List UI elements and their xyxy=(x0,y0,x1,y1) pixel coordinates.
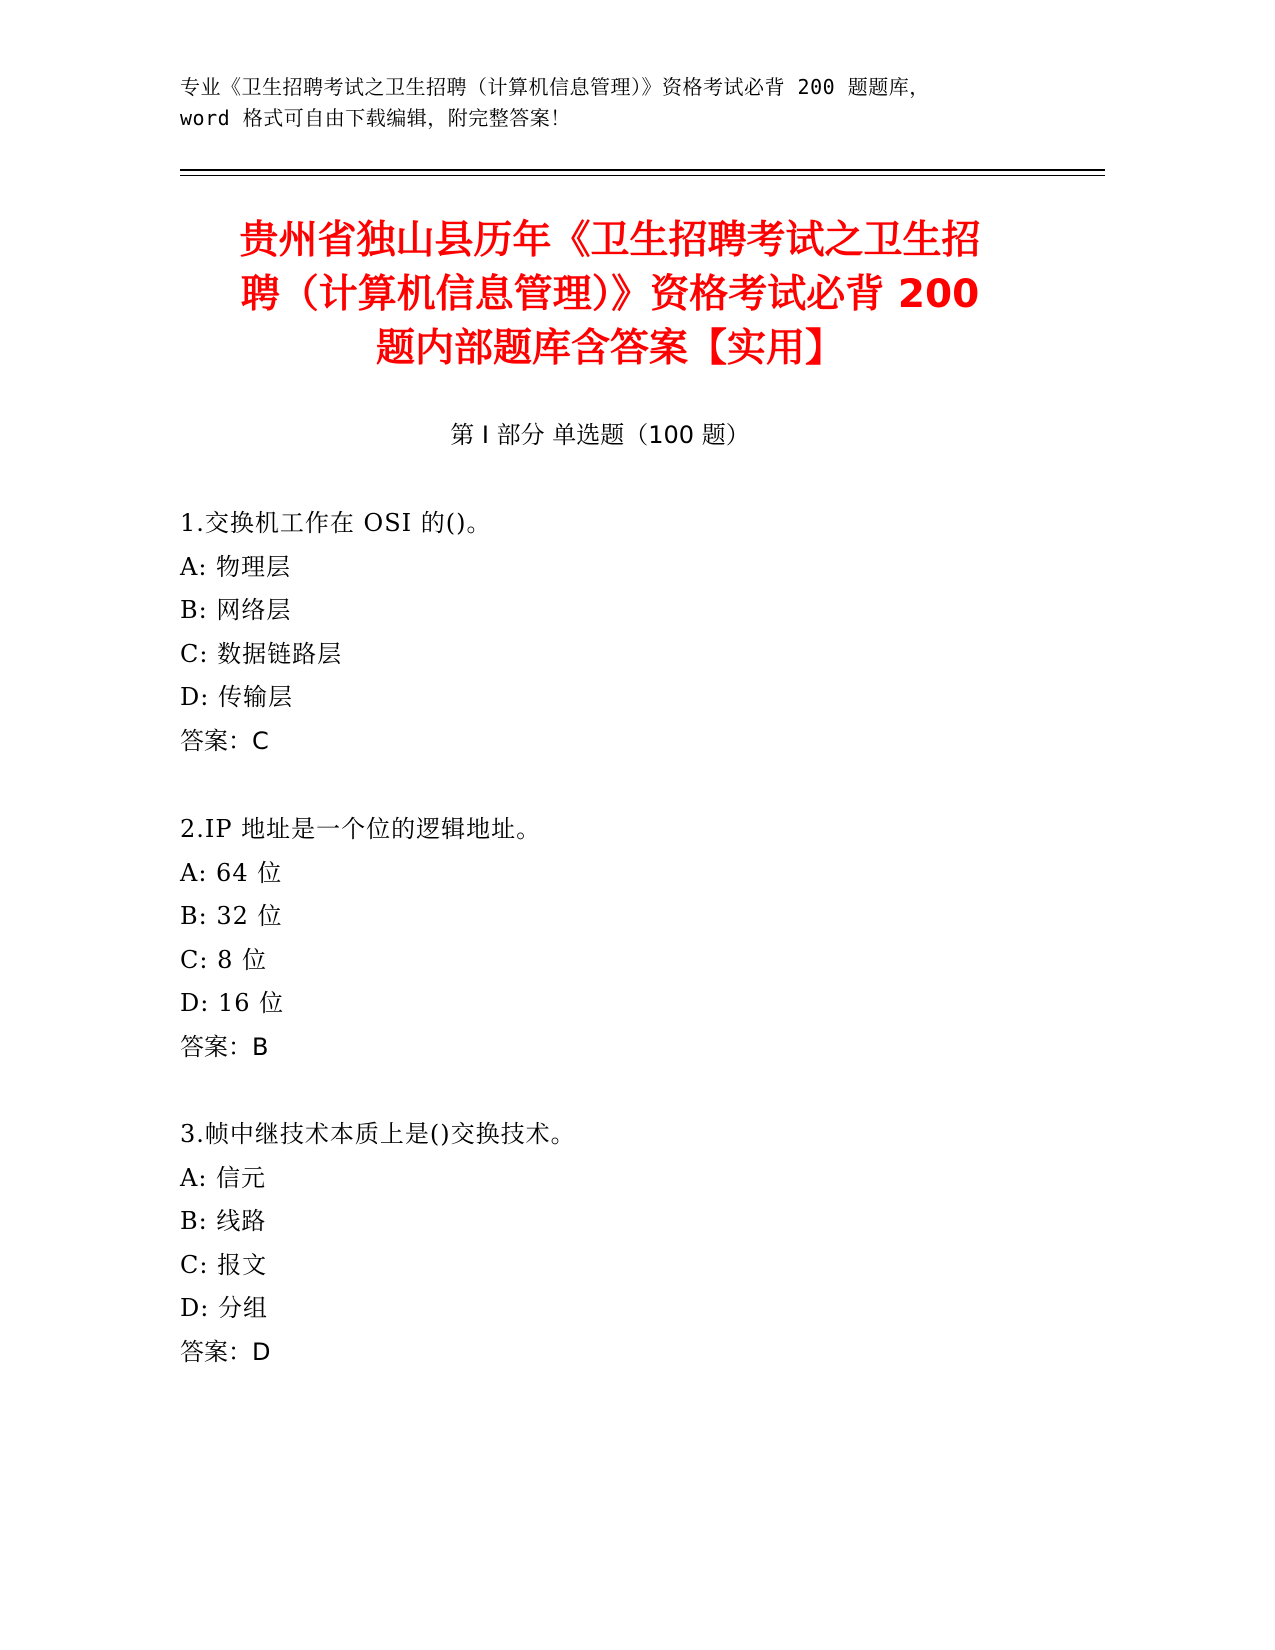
option-b: B: 网络层 xyxy=(180,596,292,624)
header-divider-thin xyxy=(180,175,1105,176)
answer-line: 答案：D xyxy=(180,1337,271,1366)
question-stem: 2.IP 地址是一个位的逻辑地址。 xyxy=(180,815,542,843)
option-b: B: 线路 xyxy=(180,1207,267,1235)
option-d: D: 16 位 xyxy=(180,989,285,1017)
option-c: C: 报文 xyxy=(180,1250,268,1279)
section-heading: 第 I 部分 单选题（100 题） xyxy=(450,421,750,449)
title-line-2: 聘（计算机信息管理）》资格考试必背 200 xyxy=(240,272,980,317)
question-3 xyxy=(180,1117,1080,1378)
option-c: C: 8 位 xyxy=(180,945,267,974)
option-d: D: 传输层 xyxy=(180,683,293,711)
question-stem: 1.交换机工作在 OSI 的()。 xyxy=(180,509,492,537)
option-a: A: 信元 xyxy=(180,1163,267,1192)
option-c: C: 数据链路层 xyxy=(180,639,343,668)
document-title xyxy=(180,214,1040,376)
answer-line: 答案：B xyxy=(180,1032,269,1061)
header-note-line-1: 专业《卫生招聘考试之卫生招聘（计算机信息管理）》资格考试必背 200 题题库， xyxy=(180,75,930,99)
title-line-1: 贵州省独山县历年《卫生招聘考试之卫生招 xyxy=(239,218,981,263)
option-b: B: 32 位 xyxy=(180,902,283,930)
title-line-3: 题内部题库含答案【实用】 xyxy=(375,326,844,371)
header-divider-thick xyxy=(180,169,1105,171)
question-2 xyxy=(180,812,1080,1073)
header-note-line-2: word 格式可自由下载编辑，附完整答案！ xyxy=(180,106,571,130)
option-d: D: 分组 xyxy=(180,1294,268,1322)
option-a: A: 物理层 xyxy=(180,552,292,581)
option-a: A: 64 位 xyxy=(180,858,283,887)
answer-line: 答案：C xyxy=(180,726,269,755)
question-1 xyxy=(180,506,1080,767)
question-stem: 3.帧中继技术本质上是()交换技术。 xyxy=(180,1120,576,1148)
header-note xyxy=(180,72,1100,134)
